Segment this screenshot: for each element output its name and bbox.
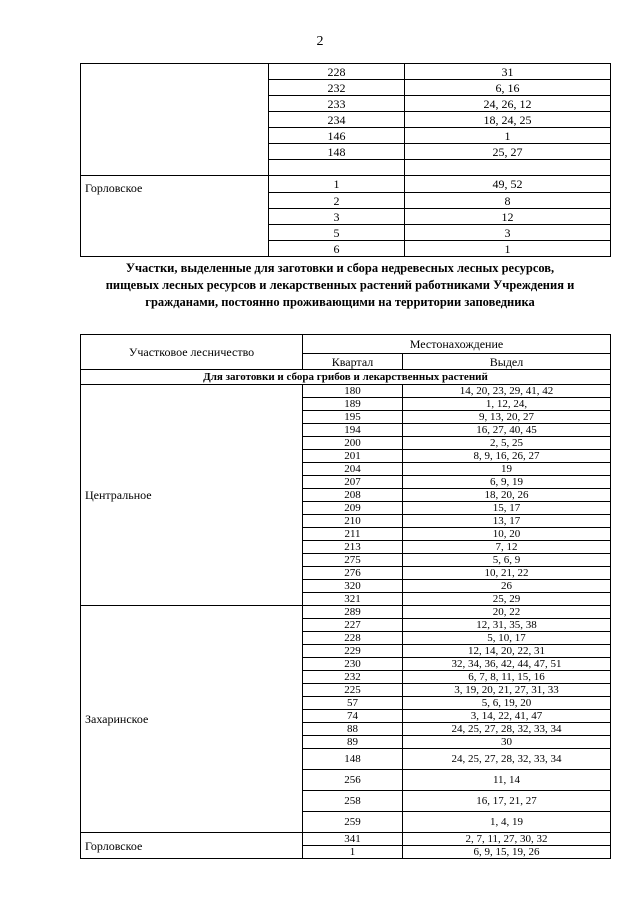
- kvartal-cell: 256: [303, 770, 403, 791]
- kvartal-cell: 225: [303, 684, 403, 697]
- forestry-name: Захаринское: [81, 606, 303, 833]
- kvartal-cell: 208: [303, 489, 403, 502]
- table-row: [81, 606, 611, 619]
- vydel-cell: 25, 27: [405, 144, 611, 160]
- vydel-cell: 5, 6, 19, 20: [403, 697, 611, 710]
- kvartal-cell: 228: [303, 632, 403, 645]
- forestry-name: Горловское: [81, 176, 269, 257]
- vydel-cell: 19: [403, 463, 611, 476]
- vydel-cell: 15, 17: [403, 502, 611, 515]
- vydel-cell: 16, 17, 21, 27: [403, 791, 611, 812]
- page-number: 2: [316, 34, 324, 49]
- kvartal-cell: 276: [303, 567, 403, 580]
- vydel-cell: 1: [405, 241, 611, 257]
- vydel-cell: 1, 12, 24,: [403, 398, 611, 411]
- forestry-table-continued: [80, 63, 611, 257]
- vydel-cell: 7, 12: [403, 541, 611, 554]
- vydel-cell: 31: [405, 64, 611, 80]
- kvartal-cell: 213: [303, 541, 403, 554]
- kvartal-cell: 234: [269, 112, 405, 128]
- kvartal-cell: 259: [303, 812, 403, 833]
- kvartal-cell: 201: [303, 450, 403, 463]
- vydel-cell: 6, 9, 19: [403, 476, 611, 489]
- vydel-cell: 10, 20: [403, 528, 611, 541]
- vydel-cell: 18, 20, 26: [403, 489, 611, 502]
- kvartal-cell: 210: [303, 515, 403, 528]
- vydel-cell: 3: [405, 225, 611, 241]
- kvartal-cell: 1: [269, 176, 405, 193]
- heading-line-2: пищевых лесных ресурсов и лекарственных растений работниками Учреждения и: [105, 278, 575, 292]
- vydel-cell: 8: [405, 193, 611, 209]
- vydel-cell: 24, 26, 12: [405, 96, 611, 112]
- vydel-cell: 14, 20, 23, 29, 41, 42: [403, 385, 611, 398]
- vydel-cell: 1: [405, 128, 611, 144]
- kvartal-cell: 88: [303, 723, 403, 736]
- header-kvartal: Квартал: [303, 354, 403, 370]
- table-row: [81, 64, 611, 80]
- vydel-cell: 10, 21, 22: [403, 567, 611, 580]
- kvartal-cell: 3: [269, 209, 405, 225]
- kvartal-cell: 89: [303, 736, 403, 749]
- vydel-cell: 49, 52: [405, 176, 611, 193]
- forestry-name: Горловское: [81, 833, 303, 859]
- kvartal-cell: 289: [303, 606, 403, 619]
- kvartal-cell: 228: [269, 64, 405, 80]
- vydel-cell: [405, 160, 611, 176]
- kvartal-cell: 195: [303, 411, 403, 424]
- kvartal-cell: 148: [269, 144, 405, 160]
- vydel-cell: 18, 24, 25: [405, 112, 611, 128]
- kvartal-cell: [269, 160, 405, 176]
- kvartal-cell: 180: [303, 385, 403, 398]
- kvartal-cell: 233: [269, 96, 405, 112]
- kvartal-cell: 1: [303, 846, 403, 859]
- harvest-plots-table: [80, 334, 611, 859]
- vydel-cell: 16, 27, 40, 45: [403, 424, 611, 437]
- kvartal-cell: 5: [269, 225, 405, 241]
- header-location: Местонахождение: [303, 335, 611, 354]
- vydel-cell: 25, 29: [403, 593, 611, 606]
- kvartal-cell: 194: [303, 424, 403, 437]
- kvartal-cell: 146: [269, 128, 405, 144]
- vydel-cell: 12, 14, 20, 22, 31: [403, 645, 611, 658]
- kvartal-cell: 209: [303, 502, 403, 515]
- kvartal-cell: 229: [303, 645, 403, 658]
- kvartal-cell: 207: [303, 476, 403, 489]
- kvartal-cell: 321: [303, 593, 403, 606]
- vydel-cell: 32, 34, 36, 42, 44, 47, 51: [403, 658, 611, 671]
- vydel-cell: 8, 9, 16, 26, 27: [403, 450, 611, 463]
- kvartal-cell: 258: [303, 791, 403, 812]
- vydel-cell: 3, 19, 20, 21, 27, 31, 33: [403, 684, 611, 697]
- vydel-cell: 2, 7, 11, 27, 30, 32: [403, 833, 611, 846]
- kvartal-cell: 200: [303, 437, 403, 450]
- kvartal-cell: 148: [303, 749, 403, 770]
- kvartal-cell: 341: [303, 833, 403, 846]
- kvartal-cell: 57: [303, 697, 403, 710]
- vydel-cell: 11, 14: [403, 770, 611, 791]
- vydel-cell: 5, 6, 9: [403, 554, 611, 567]
- header-forestry: Участковое лесничество: [81, 335, 303, 370]
- vydel-cell: 12: [405, 209, 611, 225]
- table-row: [81, 833, 611, 846]
- vydel-cell: 24, 25, 27, 28, 32, 33, 34: [403, 749, 611, 770]
- vydel-cell: 26: [403, 580, 611, 593]
- heading-line-1: Участки, выделенные для заготовки и сбора недревесных лесных ресурсов,: [125, 261, 555, 275]
- kvartal-cell: 189: [303, 398, 403, 411]
- kvartal-cell: 232: [303, 671, 403, 684]
- vydel-cell: 20, 22: [403, 606, 611, 619]
- kvartal-cell: 320: [303, 580, 403, 593]
- kvartal-cell: 211: [303, 528, 403, 541]
- section-row: Для заготовки и сбора грибов и лекарственных растений: [81, 370, 611, 385]
- forestry-name: Центральное: [81, 385, 303, 606]
- vydel-cell: 30: [403, 736, 611, 749]
- vydel-cell: 12, 31, 35, 38: [403, 619, 611, 632]
- table-row: [81, 176, 611, 193]
- vydel-cell: 6, 16: [405, 80, 611, 96]
- vydel-cell: 2, 5, 25: [403, 437, 611, 450]
- forestry-name-empty: [81, 64, 269, 176]
- kvartal-cell: 275: [303, 554, 403, 567]
- vydel-cell: 6, 7, 8, 11, 15, 16: [403, 671, 611, 684]
- kvartal-cell: 230: [303, 658, 403, 671]
- vydel-cell: 5, 10, 17: [403, 632, 611, 645]
- vydel-cell: 9, 13, 20, 27: [403, 411, 611, 424]
- kvartal-cell: 2: [269, 193, 405, 209]
- vydel-cell: 3, 14, 22, 41, 47: [403, 710, 611, 723]
- kvartal-cell: 232: [269, 80, 405, 96]
- vydel-cell: 1, 4, 19: [403, 812, 611, 833]
- section-heading: [60, 260, 620, 311]
- kvartal-cell: 6: [269, 241, 405, 257]
- kvartal-cell: 74: [303, 710, 403, 723]
- table-row: [81, 385, 611, 398]
- vydel-cell: 13, 17: [403, 515, 611, 528]
- header-vydel: Выдел: [403, 354, 611, 370]
- heading-line-3: гражданами, постоянно проживающими на территории заповедника: [145, 295, 535, 309]
- kvartal-cell: 227: [303, 619, 403, 632]
- vydel-cell: 24, 25, 27, 28, 32, 33, 34: [403, 723, 611, 736]
- kvartal-cell: 204: [303, 463, 403, 476]
- vydel-cell: 6, 9, 15, 19, 26: [403, 846, 611, 859]
